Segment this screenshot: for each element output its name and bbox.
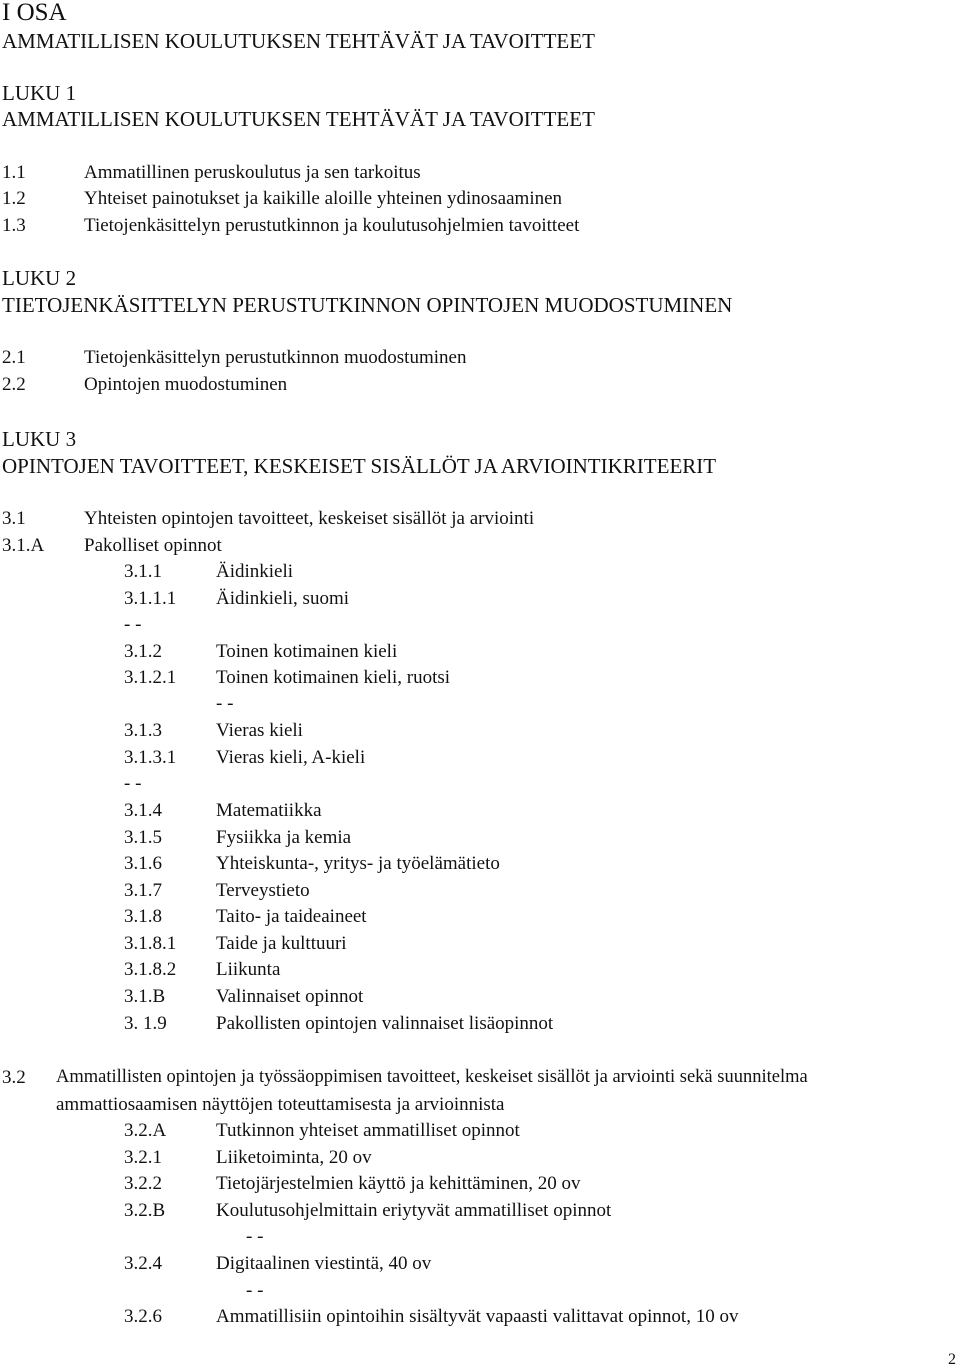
toc-entry: Vieras kieli, A-kieli	[216, 747, 366, 768]
toc-entry: Yhteiskunta-, yritys- ja työelämätieto	[216, 853, 500, 874]
toc-number: 3.2.4	[124, 1253, 162, 1274]
toc-entry: Yhteiset painotukset ja kaikille aloille yhteinen ydinosaaminen	[84, 188, 563, 209]
toc-number: 3.2.2	[124, 1173, 162, 1194]
chapter-2-label: LUKU 2	[2, 266, 77, 290]
chapter-1-title: AMMATILLISEN KOULUTUKSEN TEHTÄVÄT JA TAVOITTEET	[2, 107, 595, 131]
toc-number: 3.1.3	[124, 720, 162, 741]
toc-number: 3.1.8.1	[124, 933, 177, 954]
toc-entry: Tietojärjestelmien käyttö ja kehittäminen, 20 ov	[216, 1173, 581, 1194]
omission-dashes: - -	[124, 773, 142, 794]
toc-entry: Liikunta	[216, 959, 281, 980]
toc-entry: Matematiikka	[216, 800, 322, 821]
toc-entry: Toinen kotimainen kieli	[216, 641, 398, 662]
toc-number: 3.1.B	[124, 986, 166, 1007]
toc-entry: Koulutusohjelmittain eriytyvät ammatilliset opinnot	[216, 1200, 612, 1221]
omission-dashes: - -	[246, 1226, 264, 1247]
omission-dashes: - -	[216, 693, 234, 714]
toc-number: 3.1.6	[124, 853, 162, 874]
chapter-3-title: OPINTOJEN TAVOITTEET, KESKEISET SISÄLLÖT JA ARVIOINTIKRITEERIT	[2, 454, 717, 478]
toc-entry: Liiketoiminta, 20 ov	[216, 1147, 372, 1168]
chapter-3-label: LUKU 3	[2, 427, 77, 451]
toc-entry: Vieras kieli	[216, 720, 303, 741]
toc-entry: Pakollisten opintojen valinnaiset lisäopinnot	[216, 1013, 554, 1034]
toc-number: 3.2	[2, 1067, 26, 1088]
toc-number: 3.1.A	[2, 535, 45, 556]
toc-entry: Ammatillinen peruskoulutus ja sen tarkoitus	[84, 162, 421, 183]
toc-number: 3.1	[2, 508, 26, 529]
toc-number: 1.2	[2, 188, 26, 209]
toc-number: 1.3	[2, 215, 26, 236]
toc-entry: Valinnaiset opinnot	[216, 986, 364, 1007]
toc-entry: Fysiikka ja kemia	[216, 827, 352, 848]
toc-number: 3.2.1	[124, 1147, 162, 1168]
chapter-1-label: LUKU 1	[2, 81, 77, 105]
toc-number: 1.1	[2, 162, 26, 183]
toc-number: 3.1.3.1	[124, 747, 177, 768]
toc-entry: Digitaalinen viestintä, 40 ov	[216, 1253, 432, 1274]
toc-entry: Tutkinnon yhteiset ammatilliset opinnot	[216, 1120, 520, 1141]
toc-entry: Ammatillisiin opintoihin sisältyvät vapaasti valittavat opinnot, 10 ov	[216, 1306, 739, 1327]
toc-entry: Terveystieto	[216, 880, 310, 901]
toc-entry: Pakolliset opinnot	[84, 535, 222, 556]
chapter-2-title: TIETOJENKÄSITTELYN PERUSTUTKINNON OPINTOJEN MUODOSTUMINEN	[2, 293, 733, 317]
page-number: 2	[948, 1351, 956, 1368]
toc-entry: Yhteisten opintojen tavoitteet, keskeiset sisällöt ja arviointi	[84, 508, 535, 529]
toc-entry-continuation: ammattiosaamisen näyttöjen toteuttamisesta ja arvioinnista	[56, 1094, 505, 1115]
toc-number: 2.1	[2, 347, 26, 368]
toc-number: 3.1.8	[124, 906, 162, 927]
toc-entry: Toinen kotimainen kieli, ruotsi	[216, 667, 451, 688]
toc-number: 2.2	[2, 374, 26, 395]
toc-entry: Opintojen muodostuminen	[84, 374, 288, 395]
toc-number: 3.1.5	[124, 827, 162, 848]
omission-dashes: - -	[124, 614, 142, 635]
toc-entry: Taito- ja taideaineet	[216, 906, 367, 927]
toc-number: 3.1.1.1	[124, 588, 177, 609]
toc-number: 3.1.4	[124, 800, 162, 821]
toc-entry: Tietojenkäsittelyn perustutkinnon muodostuminen	[84, 347, 467, 368]
toc-number: 3.2.B	[124, 1200, 166, 1221]
part-heading: AMMATILLISEN KOULUTUKSEN TEHTÄVÄT JA TAVOITTEET	[2, 29, 595, 53]
part-title: I OSA	[2, 0, 67, 26]
toc-entry: Taide ja kulttuuri	[216, 933, 347, 954]
toc-number: 3.2.6	[124, 1306, 162, 1327]
toc-number: 3.1.7	[124, 880, 162, 901]
omission-dashes: - -	[246, 1280, 264, 1301]
toc-number: 3.2.A	[124, 1120, 167, 1141]
toc-number: 3.1.1	[124, 561, 162, 582]
toc-number: 3.1.8.2	[124, 959, 177, 980]
toc-entry: Tietojenkäsittelyn perustutkinnon ja koulutusohjelmien tavoitteet	[84, 215, 580, 236]
toc-entry: Äidinkieli	[216, 561, 294, 582]
toc-number: 3.1.2.1	[124, 667, 177, 688]
toc-entry: Äidinkieli, suomi	[216, 588, 349, 609]
toc-number: 3. 1.9	[124, 1013, 167, 1034]
toc-number: 3.1.2	[124, 641, 162, 662]
toc-entry: Ammatillisten opintojen ja työssäoppimisen tavoitteet, keskeiset sisällöt ja arviointi sekä suunnitelma	[56, 1067, 808, 1087]
